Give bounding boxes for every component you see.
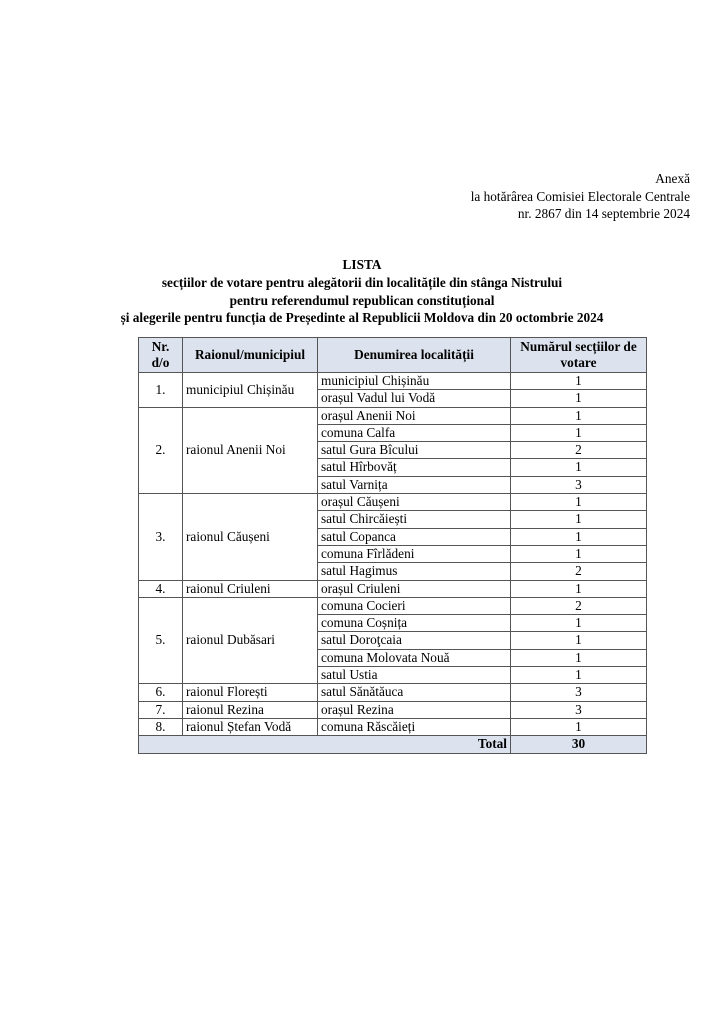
sectii-count-cell: 2 <box>511 597 647 614</box>
row-number: 4. <box>139 580 183 597</box>
localitate-cell: orașul Căușeni <box>318 494 511 511</box>
localitate-cell: comuna Coșnița <box>318 615 511 632</box>
annex-label: Anexă <box>655 171 690 186</box>
localitate-cell: satul Gura Bîcului <box>318 442 511 459</box>
table-body <box>139 373 647 754</box>
header-raion: Raionul/municipiul <box>183 338 318 373</box>
localitate-cell: orașul Criuleni <box>318 580 511 597</box>
polling-stations-table <box>138 337 647 754</box>
raion-cell: raionul Dubăsari <box>183 597 318 683</box>
table-header-row <box>139 338 647 373</box>
localitate-cell: satul Copanca <box>318 528 511 545</box>
localitate-cell: comuna Molovata Nouă <box>318 649 511 666</box>
raion-cell: raionul Anenii Noi <box>183 407 318 493</box>
sectii-count-cell: 1 <box>511 545 647 562</box>
raion-cell: raionul Rezina <box>183 701 318 718</box>
localitate-cell: comuna Răscăieți <box>318 718 511 735</box>
raion-cell: raionul Căușeni <box>183 494 318 580</box>
sectii-count-cell: 1 <box>511 667 647 684</box>
sectii-count-cell: 1 <box>511 459 647 476</box>
localitate-cell: comuna Cocieri <box>318 597 511 614</box>
row-number: 7. <box>139 701 183 718</box>
total-value: 30 <box>511 736 647 753</box>
raion-cell: municipiul Chișinău <box>183 373 318 408</box>
sectii-count-cell: 1 <box>511 407 647 424</box>
title-line-1: LISTA <box>342 257 382 272</box>
localitate-cell: orașul Rezina <box>318 701 511 718</box>
annex-header <box>471 170 690 223</box>
sectii-count-cell: 2 <box>511 563 647 580</box>
total-label: Total <box>139 736 511 753</box>
sectii-count-cell: 1 <box>511 649 647 666</box>
localitate-cell: comuna Fîrlădeni <box>318 545 511 562</box>
row-number: 5. <box>139 597 183 683</box>
title-line-4: și alegerile pentru funcția de Președinte al Republicii Moldova din 20 octombrie 2024 <box>120 310 604 326</box>
sectii-count-cell: 1 <box>511 632 647 649</box>
sectii-count-cell: 1 <box>511 615 647 632</box>
raion-cell: raionul Florești <box>183 684 318 701</box>
localitate-cell: satul Varnița <box>318 476 511 493</box>
localitate-cell: satul Hîrbovăț <box>318 459 511 476</box>
sectii-count-cell: 2 <box>511 442 647 459</box>
row-number: 3. <box>139 494 183 580</box>
sectii-count-cell: 1 <box>511 580 647 597</box>
table-row <box>139 718 647 735</box>
sectii-count-cell: 1 <box>511 718 647 735</box>
raion-cell: raionul Ștefan Vodă <box>183 718 318 735</box>
row-number: 2. <box>139 407 183 493</box>
localitate-cell: satul Sănătăuca <box>318 684 511 701</box>
annex-number-date: nr. 2867 din 14 septembrie 2024 <box>517 206 690 221</box>
sectii-count-cell: 3 <box>511 684 647 701</box>
table-row <box>139 407 647 424</box>
localitate-cell: satul Hagimus <box>318 563 511 580</box>
document-title <box>0 256 724 327</box>
row-number: 1. <box>139 373 183 408</box>
table-row <box>139 373 647 390</box>
localitate-cell: municipiul Chișinău <box>318 373 511 390</box>
table-row <box>139 580 647 597</box>
localitate-cell: satul Doroţcaia <box>318 632 511 649</box>
localitate-cell: satul Chircăiești <box>318 511 511 528</box>
sectii-count-cell: 3 <box>511 701 647 718</box>
localitate-cell: orașul Vadul lui Vodă <box>318 390 511 407</box>
sectii-count-cell: 1 <box>511 494 647 511</box>
localitate-cell: satul Ustia <box>318 667 511 684</box>
table-row <box>139 597 647 614</box>
table-row <box>139 701 647 718</box>
table-row <box>139 494 647 511</box>
sectii-count-cell: 1 <box>511 373 647 390</box>
row-number: 6. <box>139 684 183 701</box>
header-localitate: Denumirea localității <box>318 338 511 373</box>
sectii-count-cell: 1 <box>511 424 647 441</box>
raion-cell: raionul Criuleni <box>183 580 318 597</box>
sectii-count-cell: 1 <box>511 511 647 528</box>
table-row <box>139 684 647 701</box>
header-numar-sectii: Numărul secțiilor de votare <box>511 338 647 373</box>
sectii-count-cell: 1 <box>511 390 647 407</box>
sectii-count-cell: 1 <box>511 528 647 545</box>
total-row <box>139 736 647 753</box>
title-line-3: pentru referendumul republican constituțional <box>229 292 495 308</box>
annex-decision: la hotărârea Comisiei Electorale Centrale <box>470 188 690 204</box>
localitate-cell: orașul Anenii Noi <box>318 407 511 424</box>
row-number: 8. <box>139 718 183 735</box>
sectii-count-cell: 3 <box>511 476 647 493</box>
localitate-cell: comuna Calfa <box>318 424 511 441</box>
header-nr: Nr. d/o <box>139 338 183 373</box>
title-line-2: secțiilor de votare pentru alegătorii din localitățile din stânga Nistrului <box>161 274 563 290</box>
